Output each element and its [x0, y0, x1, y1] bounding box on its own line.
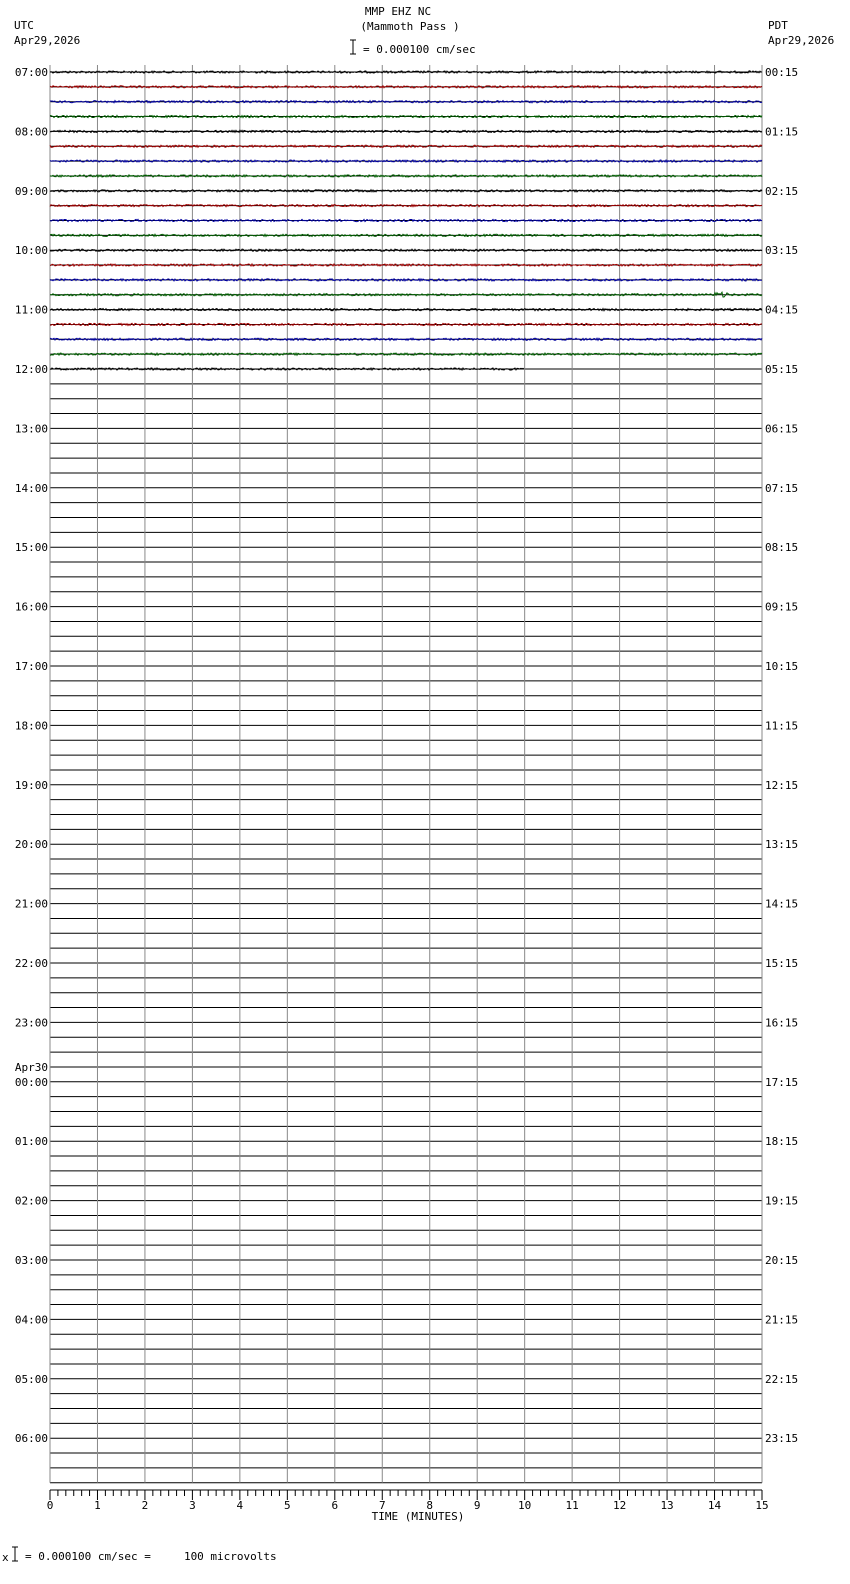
utc-hour-label: 01:00: [14, 1135, 48, 1149]
utc-hour-label: 07:00: [14, 66, 48, 79]
x-tick-label: 0: [46, 1499, 54, 1512]
utc-hour-labels: [15, 66, 48, 1445]
utc-hour-label: 09:00: [14, 184, 48, 198]
x-axis-label: TIME (MINUTES): [371, 1510, 465, 1523]
pdt-hour-label: 15:15: [765, 957, 799, 970]
x-tick-label: 7: [378, 1499, 386, 1512]
pdt-date: Apr29,2026: [768, 34, 835, 47]
utc-label: UTC: [14, 19, 34, 32]
pdt-hour-label: 06:15: [765, 422, 799, 436]
pdt-hour-label: 17:15: [765, 1075, 799, 1089]
x-tick-label: 9: [473, 1499, 481, 1512]
x-tick-label: 1: [94, 1499, 101, 1512]
date-change-label: Apr30: [14, 1060, 48, 1074]
utc-hour-label: 21:00: [14, 897, 48, 911]
pdt-hour-label: 12:15: [765, 778, 799, 792]
pdt-hour-label: 22:15: [765, 1372, 799, 1386]
seismic-trace: [50, 160, 762, 162]
pdt-hour-label: 01:15: [765, 125, 799, 139]
x-tick-label: 12: [612, 1499, 627, 1512]
pdt-hour-label: 07:15: [765, 481, 799, 495]
utc-hour-label: 08:00: [14, 125, 48, 139]
pdt-hour-label: 00:15: [765, 66, 799, 79]
seismic-trace: [50, 205, 762, 207]
x-tick-label: 6: [331, 1499, 339, 1512]
grid: [50, 65, 762, 1483]
pdt-hour-label: 10:15: [765, 660, 799, 673]
pdt-hour-label: 20:15: [765, 1254, 799, 1267]
utc-hour-label: 03:00: [14, 1254, 48, 1267]
footer-scale-note: = 0.000100 cm/sec = 100 microvolts: [25, 1550, 277, 1563]
x-tick-label: 5: [284, 1499, 291, 1512]
x-axis: [47, 1490, 769, 1512]
location-subtitle: (Mammoth Pass ): [360, 20, 460, 33]
pdt-hour-label: 21:15: [765, 1313, 799, 1327]
seismic-trace: [50, 234, 762, 236]
pdt-hour-label: 04:15: [765, 303, 799, 317]
x-tick-label: 2: [141, 1499, 149, 1512]
pdt-hour-label: 02:15: [765, 184, 799, 198]
pdt-hour-label: 19:15: [765, 1194, 799, 1208]
seismic-trace: [50, 353, 762, 355]
pdt-hour-label: 13:15: [765, 838, 799, 852]
pdt-hour-label: 23:15: [765, 1432, 799, 1446]
seismic-trace: [50, 115, 762, 117]
utc-hour-label: 13:00: [14, 422, 48, 436]
seismic-trace: [50, 130, 762, 132]
svg-text:x: x: [2, 1551, 9, 1564]
utc-hour-label: 20:00: [14, 838, 48, 852]
pdt-hour-label: 16:15: [765, 1016, 799, 1030]
pdt-hour-label: 18:15: [765, 1135, 799, 1149]
x-tick-label: 4: [236, 1499, 244, 1512]
seismic-trace: [50, 190, 762, 192]
scale-label: = 0.000100 cm/sec: [363, 43, 476, 56]
utc-date: Apr29,2026: [14, 34, 81, 47]
utc-hour-label: 18:00: [14, 719, 48, 733]
pdt-hour-label: 09:15: [765, 600, 799, 614]
utc-hour-label: 19:00: [14, 778, 48, 792]
utc-hour-label: 15:00: [14, 541, 48, 555]
utc-hour-label: 06:00: [14, 1432, 48, 1446]
utc-hour-label: 10:00: [14, 244, 48, 258]
utc-hour-label: 00:00: [14, 1075, 48, 1089]
scale-bar-icon: [350, 40, 356, 54]
seismic-trace: [50, 71, 762, 73]
utc-hour-label: 12:00: [14, 363, 48, 376]
x-tick-label: 13: [660, 1499, 674, 1512]
pdt-hour-label: 11:15: [765, 719, 799, 733]
utc-hour-label: 11:00: [14, 303, 48, 317]
pdt-hour-label: 03:15: [765, 244, 799, 258]
utc-hour-label: 22:00: [14, 957, 48, 970]
x-tick-label: 3: [189, 1499, 196, 1512]
footer-scale-icon: [2, 1547, 18, 1564]
pdt-label: PDT: [768, 19, 788, 32]
x-tick-label: 10: [518, 1499, 532, 1512]
x-tick-label: 14: [707, 1499, 722, 1512]
pdt-hour-labels: [765, 66, 798, 1445]
pdt-hour-label: 14:15: [765, 897, 799, 911]
pdt-hour-label: 05:15: [765, 363, 799, 376]
station-title: MMP EHZ NC: [364, 5, 432, 18]
utc-hour-label: 17:00: [14, 660, 48, 673]
x-tick-label: 8: [426, 1499, 434, 1512]
pdt-hour-label: 08:15: [765, 541, 799, 555]
utc-hour-label: 05:00: [14, 1372, 48, 1386]
utc-hour-label: 16:00: [14, 600, 48, 614]
utc-hour-label: 04:00: [14, 1313, 48, 1327]
x-tick-label: 11: [565, 1499, 579, 1512]
utc-hour-label: 14:00: [14, 481, 48, 495]
utc-hour-label: 23:00: [14, 1016, 48, 1030]
x-tick-label: 15: [755, 1499, 769, 1512]
utc-hour-label: 02:00: [14, 1194, 48, 1208]
